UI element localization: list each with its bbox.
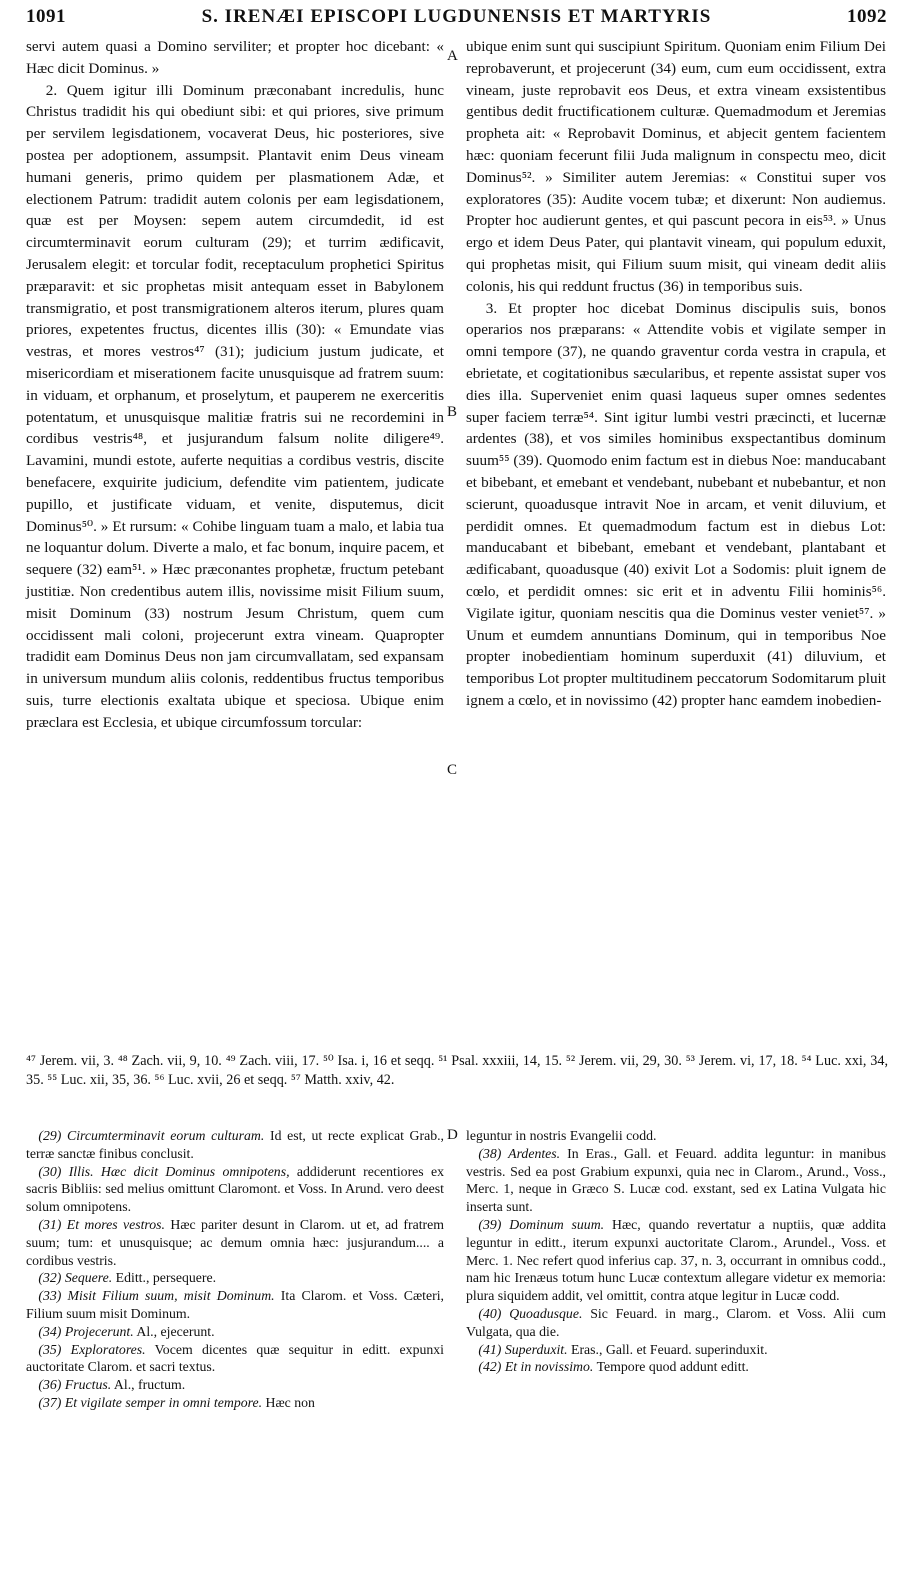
critical-note <box>26 1269 444 1287</box>
notes-right-column <box>466 1127 886 1376</box>
critical-note <box>26 1287 444 1323</box>
note-lemma: (39) Dominum suum. <box>478 1216 605 1232</box>
critical-note <box>26 1127 444 1163</box>
note-lemma: (38) Ardentes. <box>478 1145 561 1161</box>
critical-note <box>466 1358 886 1376</box>
note-lemma: (35) Exploratores. <box>38 1341 146 1357</box>
running-title: S. IRENÆI EPISCOPI LUGDUNENSIS ET MARTYRIS <box>201 6 712 27</box>
note-text: Id est, ut recte explicat Grab., terræ sanctæ finibus conclusit. <box>26 1128 444 1161</box>
note-text: Hæc, quando revertatur a nuptiis, quæ addita leguntur in editt., iterum expunxi auctoritate Clarom., Arundel., Voss. et Merc. 1. Nec refert quod inferius cap. 37, n. 3, occurrant in omnibus codd., nam hic Irenæus totum hunc Lucæ contextum allegare videtur ex memoria: plura siquidem addit, vel omittit, contra atque legitur in Lucæ codd. <box>466 1216 886 1304</box>
critical-note <box>466 1145 886 1216</box>
critical-note <box>26 1376 444 1394</box>
critical-note <box>466 1305 886 1341</box>
page-number-left: 1091 <box>26 6 66 27</box>
note-text: In Eras., Gall. et Feuard. addita leguntur: in manibus vestris. Sed ea post Grabium expunxi, quia nec in Clarom., Arund., Voss., Merc. 1, neque in Græco S. Lucæ cod. exstant, sed ex Latina Vulgata hic inserta sunt. <box>466 1145 886 1215</box>
left-column <box>26 36 444 734</box>
critical-note <box>466 1216 886 1305</box>
right-paragraph-2: 3. Et propter hoc dicebat Dominus discipulis suis, bonos operarios nos præparans: « Attendite vobis et vigilate semper in omni tempore (37), ne quando graventur corda vestra in crapula, et ebrietate, et cogitationibus sæcularibus, et repente assistat super vos dies illa. Superveniet enim quasi laqueus super omnes sedentes super faciem terræ⁵⁴. Sint igitur lumbi vestri præcincti, et lucernæ ardentes (38), et vos similes hominibus exspectantibus dominum suum⁵⁵ (39). Quomodo enim factum est in diebus Noe: manducabant et bibebant, et emebant et vendebant, nubebant et nubebantur, et non scierunt, quoadusque intravit Noe in arcam, et venit diluvium, et perdidit omnes. Et quemadmodum factum est in diebus Lot: manducabant et bibebant, emebant et vendebant, plantabant et ædificabant, quoadusque (40) exivit Lot a Sodomis: pluit ignem de cœlo, et perdidit omnes: sic erit et in adventu Filii hominis⁵⁶. Vigilate igitur, quoniam nescitis qua die Dominus vester veniet⁵⁷. » Unum et eumdem annuntians Dominum, qui in temporibus Noe propter inobedientiam hominum superduxit (41) diluvium, et temporibus Lot propter multitudinem peccatorum Sodomitarum pluit ignem a cœlo, et in novissimo (42) propter hanc eamdem inobedien- <box>466 299 886 709</box>
margin-marker-b: B <box>447 404 458 420</box>
note-text: Eras., Gall. et Feuard. superinduxit. <box>567 1341 768 1357</box>
critical-note <box>26 1163 444 1216</box>
note-text: Vocem dicentes quæ sequitur in editt. expunxi auctoritate Clarom. et sacri textus. <box>26 1341 444 1375</box>
note-text: Tempore quod addunt editt. <box>593 1359 749 1375</box>
margin-marker-a: A <box>447 48 458 64</box>
note-lemma: (36) Fructus. <box>38 1377 112 1393</box>
note-text: Al., ejecerunt. <box>133 1323 215 1339</box>
note-lemma: (31) Et mores vestros. <box>38 1216 166 1232</box>
note-text: addiderunt recentiores ex sacris Bibliis: sed melius omittunt Claromont. et Voss. In Arund. vero deest solum omnipotens. <box>26 1163 444 1215</box>
critical-note <box>26 1323 444 1341</box>
note-lemma: (32) Sequere. <box>38 1270 113 1286</box>
note-text: Editt., persequere. <box>112 1270 217 1286</box>
note-lemma: (33) Misit Filium suum, misit Dominum. <box>38 1288 275 1304</box>
note-text: Ita Clarom. et Voss. Cæteri, Filium suum misit Dominum. <box>26 1288 444 1321</box>
critical-note <box>466 1341 886 1359</box>
margin-marker-c: C <box>447 762 458 778</box>
note-text: Hæc pariter desunt in Clarom. ut et, ad fratrem suum; tum: et unusquisque; ac demum omnia hæc: jusjurandum.... a cordibus vestris. <box>26 1216 444 1268</box>
note-text: Sic Feuard. in marg., Clarom. et Voss. Alii cum Vulgata, qua die. <box>466 1305 886 1339</box>
note-text: leguntur in nostris Evangelii codd. <box>466 1128 657 1143</box>
right-paragraph-1: ubique enim sunt qui suscipiunt Spiritum. Quoniam enim Filium Dei reprobaverunt, et projecerunt (34) eum, cum eum occidissent, extra vineam, juste reprobavit eos Deus, et extra vineam exsistentibus gentibus dedit fructificationem culturæ. Quemadmodum et Jeremias propheta ait: « Reprobavit Dominus, et abjecit gentem facientem hæc: quoniam fecerunt filii Juda malignum in conspectu meo, dicit Dominus⁵². » Similiter autem Jeremias: « Constitui super vos exploratores (35): Audite vocem tubæ; et dixerunt: Non audiemus. Propter hoc audierunt gentes, et qui pascunt pecora in eis⁵³. » Unus ergo et idem Deus Pater, qui plantavit vineam, qui populum eduxit, qui prophetas misit, qui Filium suum misit, qui vineam dedit aliis colonis, his qui reddunt fructus (36) in temporibus suis. <box>466 38 886 295</box>
critical-note <box>466 1127 886 1145</box>
margin-marker-d: D <box>447 1127 458 1143</box>
note-text: Al., fructum. <box>111 1377 186 1393</box>
note-lemma: (40) Quoadusque. <box>478 1305 583 1321</box>
note-lemma: (29) Circumterminavit eorum culturam. <box>38 1128 265 1143</box>
page-header <box>26 4 887 30</box>
note-lemma: (37) Et vigilate semper in omni tempore. <box>38 1394 263 1410</box>
note-lemma: (41) Superduxit. <box>478 1341 568 1357</box>
critical-note <box>26 1394 444 1412</box>
notes-left-column <box>26 1127 444 1412</box>
left-paragraph-2: 2. Quem igitur illi Dominum præconabant incredulis, hunc Christus tradidit his qui obediunt sibi: et qui priores, sive primum per servilem legisdationem, vocaverat Deus, hic posteriores, sive postea per adoptionem, assumpsit. Plantavit enim Deus vineam humani generis, primo quidem per plasmationem Adæ, et electionem Patrum: tradidit autem colonis per eam legisdationem, quæ est per Moysen: sepem autem circumdedit, id est circumterminavit eorum culturam (29); et turrim ædificavit, Jerusalem elegit: et torcular fodit, receptaculum prophetici Spiritus præparavit: et sic prophetas misit antequam esset in Babylonem transmigratio, et post transmigrationem alteros iterum, plures quam priores, expetentes fructus, dicentes illis (30): « Emundate vias vestras, et mores vestros⁴⁷ (31); judicium justum judicate, et misericordiam et miserationem facite unusquisque ad fratrem suum: in viduam, et orphanum, et proselytum, et pauperem ne exerceritis potentatum, et unusquisque malitiæ fratris sui ne recordemini in cordibus vestris⁴⁸, et jusjurandum falsum nolite diligere⁴⁹. Lavamini, mundi estote, auferte nequitias a cordibus vestris, discite benefacere, exquirite judicium, defendite vim patientem, judicate pupillo, et justificate viduam, et venite, disputemus, dicit Dominus⁵⁰. » Et rursum: « Cohibe linguam tuam a malo, et labia tua ne loquantur dolum. Diverte a malo, et fac bonum, inquire pacem, et sequere (32) eam⁵¹. » Hæc præconantes prophetæ, fructum petebant justitiæ. Non credentibus autem illis, novissime misit Filium suum, misit Dominum (33) nostrum Jesum Christum, quem cum occidissent mali coloni, projecerunt extra vineam. Quapropter tradidit eam Dominus Deus non jam circumvallatam, sed expansam in universum mundum aliis colonis, reddentibus fructus temporibus suis, turre electionis exaltata ubique et speciosa. Ubique enim præclara est Ecclesia, et ubique circumfossum torcular: <box>26 81 444 731</box>
left-paragraph-1: servi autem quasi a Domino serviliter; et propter hoc dicebant: « Hæc dicit Dominus. » <box>26 38 444 77</box>
critical-note <box>26 1216 444 1269</box>
scripture-references: ⁴⁷ Jerem. vii, 3. ⁴⁸ Zach. vii, 9, 10. ⁴⁹ Zach. viii, 17. ⁵⁰ Isa. i, 16 et seqq. ⁵¹ Psal. xxxiii, 14, 15. ⁵² Jerem. vii, 29, 30. ⁵³ Jerem. vi, 17, 18. ⁵⁴ Luc. xxi, 34, 35. ⁵⁵ Luc. xii, 35, 36. ⁵⁶ Luc. xvii, 26 et seqq. ⁵⁷ Matth. xxiv, 42. <box>26 1053 888 1088</box>
page-number-right: 1092 <box>846 6 887 27</box>
right-column <box>466 36 886 712</box>
note-lemma: (30) Illis. Hæc dicit Dominus omnipotens, <box>38 1163 290 1179</box>
critical-note <box>26 1341 444 1377</box>
note-lemma: (42) Et in novissimo. <box>478 1359 594 1375</box>
note-lemma: (34) Projecerunt. <box>38 1323 134 1339</box>
note-text: Hæc non <box>262 1394 315 1410</box>
